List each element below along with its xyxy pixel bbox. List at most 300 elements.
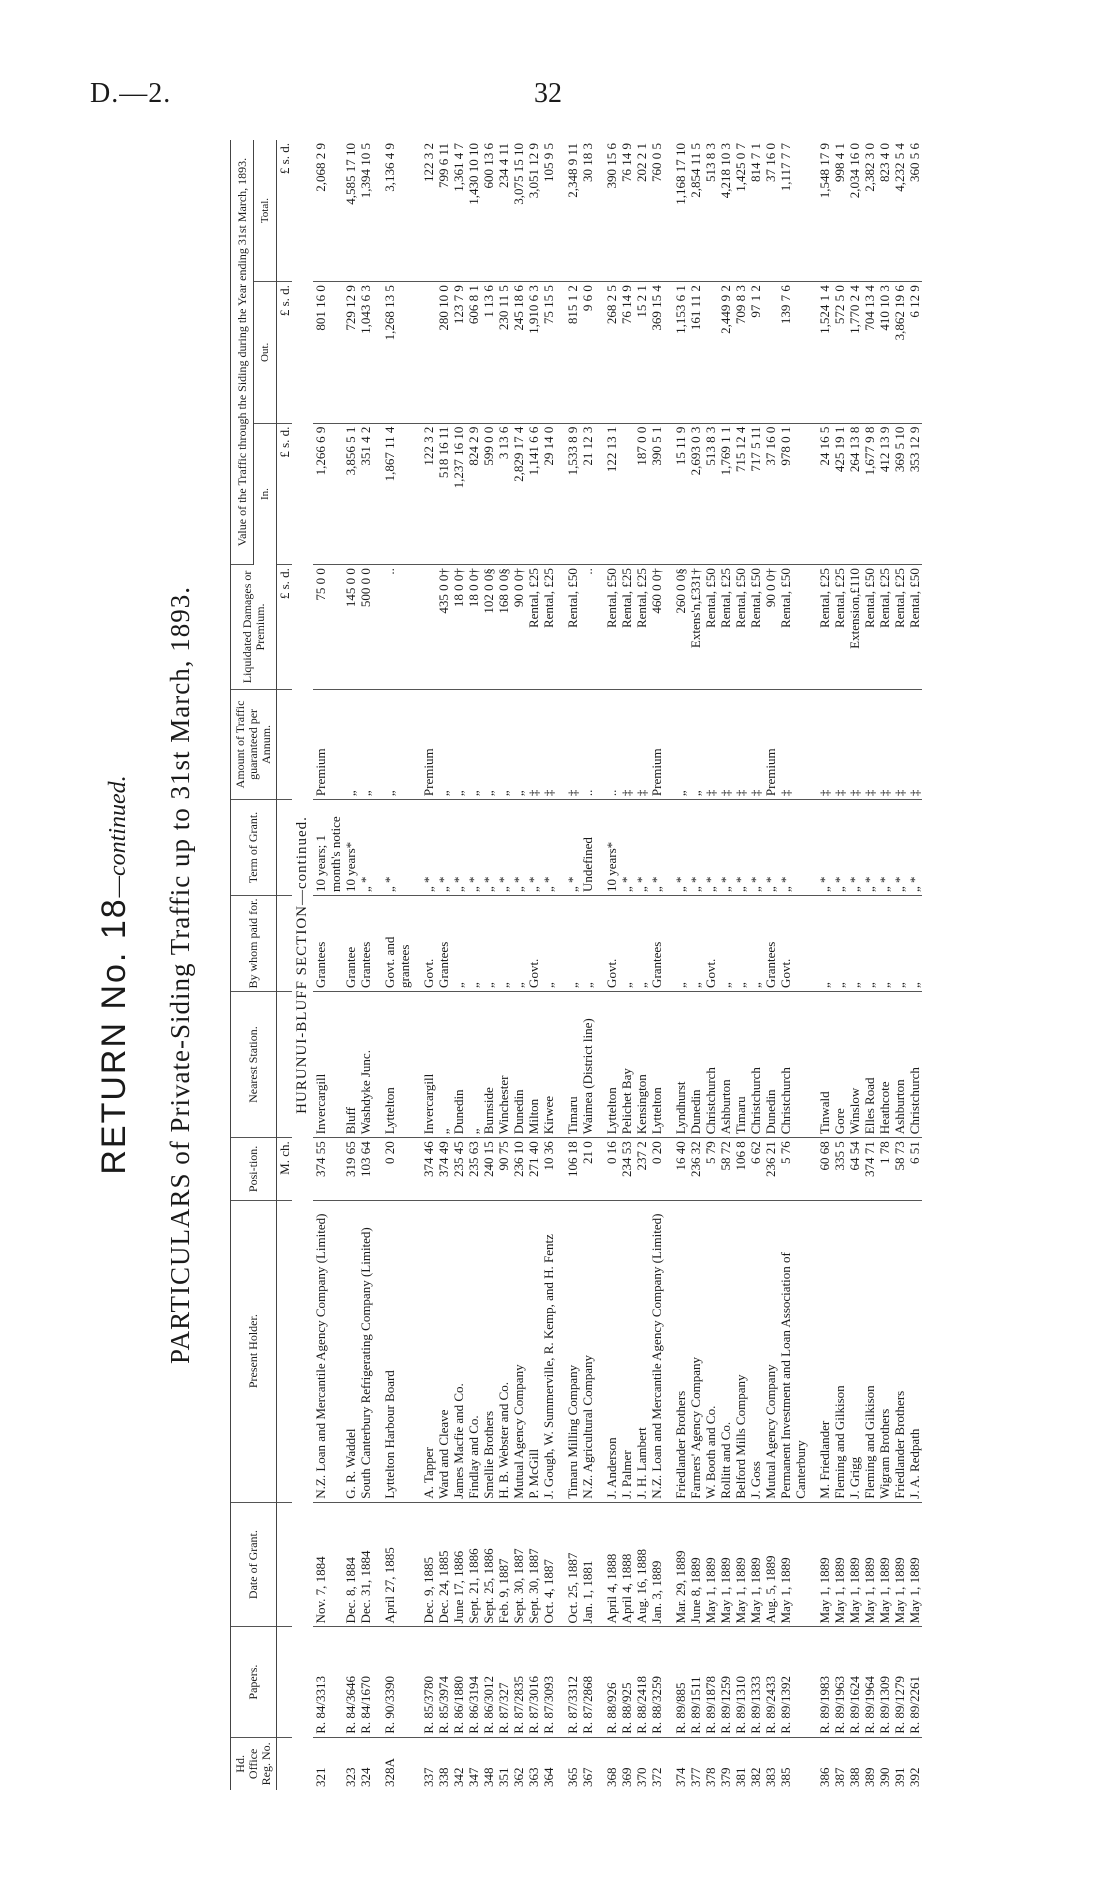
cell-value-out: 704 13 4 (862, 282, 877, 423)
cell-value-in: 264 13 8 (847, 423, 862, 564)
cell-ref: 348 (481, 1767, 496, 1787)
cell-liquidated: 460 0 0† (649, 565, 664, 690)
cell-paper: R. 89/1624 (847, 1627, 862, 1737)
units-out: £ s. d. (277, 282, 293, 423)
cell-paid-by: „ (481, 896, 496, 992)
cell-holder: J. A. Redpath (907, 1200, 922, 1502)
cell-amount: ‡ (748, 689, 763, 799)
cell-ref: 381 (733, 1767, 748, 1787)
cell-paid-by: „ (748, 896, 763, 992)
cell-date: May 1, 1889 (718, 1502, 733, 1627)
cell-value-out: 1 13 6 (481, 282, 496, 423)
cell-value-out: 3,862 19 6 (892, 282, 907, 423)
cell-paid-by: „ (466, 896, 481, 992)
cell-date: Oct. 25, 1887 (565, 1502, 580, 1627)
cell-paper: R. 89/1392 (778, 1627, 808, 1737)
cell-term: „ * (565, 800, 580, 896)
cell-holder: H. B. Webster and Co. (496, 1200, 511, 1502)
cell-date: May 1, 1889 (832, 1502, 847, 1627)
cell-term: „ * (436, 800, 451, 896)
cell-liquidated: Rental, £50 (703, 565, 718, 690)
table-row (649, 140, 664, 1790)
cell-position: 236 10 (511, 1138, 526, 1200)
cell-amount: ‡ (634, 689, 649, 799)
cell-amount: „ (382, 689, 412, 799)
cell-amount: ‡ (718, 689, 733, 799)
cell-station: Kensington (634, 991, 649, 1137)
cell-amount: „ (481, 689, 496, 799)
cell-date: Jan. 3, 1889 (649, 1502, 664, 1627)
col-liquidated: Liquidated Damages or Premium. (231, 565, 277, 690)
cell-paid-by: „ (565, 896, 580, 992)
cell-ref: 324 (358, 1767, 373, 1787)
table-row (343, 140, 358, 1790)
cell-holder: Wigram Brothers (877, 1200, 892, 1502)
cell-date: May 1, 1889 (778, 1502, 808, 1627)
cell-date: Dec. 8, 1884 (343, 1502, 358, 1627)
cell-value-in: 3,856 5 1 (343, 423, 358, 564)
cell-amount: ‡ (565, 689, 580, 799)
cell-value-total: 1,425 0 7 (733, 140, 748, 282)
cell-value-total: 1,548 17 9 (817, 140, 832, 282)
cell-ref: 372 (649, 1767, 664, 1787)
cell-value-out: 1,153 6 1 (673, 282, 688, 423)
table-row (862, 140, 877, 1790)
cell-liquidated: Rental, £25 (718, 565, 733, 690)
cell-amount: ‡ (832, 689, 847, 799)
table-row (832, 140, 847, 1790)
cell-holder: N.Z. Loan and Mercantile Agency Company (Limited) (649, 1200, 664, 1502)
cell-value-out (763, 282, 778, 423)
particulars-subtitle: PARTICULARS of Private-Siding Traffic up to 31st March, 1893. (165, 586, 195, 1364)
cell-value-total: 3,051 12 9 (526, 140, 541, 282)
cell-station: Lyttelton (382, 991, 412, 1137)
cell-value-in (619, 423, 634, 564)
cell-term: „ * (892, 800, 907, 896)
cell-ref: 388 (847, 1767, 862, 1787)
cell-value-total: 3,075 15 10 (511, 140, 526, 282)
cell-station: Lyndhurst (673, 991, 688, 1137)
cell-position: 60 68 (817, 1138, 832, 1200)
cell-station: Washdyke Junc. (358, 991, 373, 1137)
cell-station: Heathcote (877, 991, 892, 1137)
cell-value-out: 801 16 0 (313, 282, 343, 423)
cell-station: Kirwee (541, 991, 556, 1137)
cell-position: 6 51 (907, 1138, 922, 1200)
cell-ref: 347 (466, 1767, 481, 1787)
cell-ref: 328A (382, 1758, 397, 1787)
table-row (778, 140, 808, 1790)
cell-value-total: 513 8 3 (703, 140, 718, 282)
cell-paid-by: „ (817, 896, 832, 992)
cell-paid-by: Grantees (436, 896, 451, 992)
table-row (565, 140, 580, 1790)
cell-paid-by: Govt. (526, 896, 541, 992)
cell-value-out: 161 11 2 (688, 282, 703, 423)
cell-term: „ * (733, 800, 748, 896)
cell-value-total: 2,348 9 11 (565, 140, 580, 282)
table-row (451, 140, 466, 1790)
cell-liquidated: 102 0 0§ (481, 565, 496, 690)
cell-paper: R. 85/3974 (436, 1627, 451, 1737)
cell-station: Dunedin (451, 991, 466, 1137)
cell-liquidated: Extension,£110 (847, 565, 862, 690)
cell-amount: „ (511, 689, 526, 799)
cell-value-total: 4,585 17 10 (343, 140, 358, 282)
cell-liquidated: Rental, £25 (832, 565, 847, 690)
cell-term: „ * (466, 800, 481, 896)
cell-date: Dec. 31, 1884 (358, 1502, 373, 1627)
cell-amount: ‡ (703, 689, 718, 799)
cell-position: 235 45 (451, 1138, 466, 1200)
cell-amount: .. (580, 689, 595, 799)
cell-value-total: 2,034 16 0 (847, 140, 862, 282)
table-body (277, 140, 923, 1790)
cell-value-out: 6 12 9 (907, 282, 922, 423)
cell-holder: Rollitt and Co. (718, 1200, 733, 1502)
cell-ref: 377 (688, 1767, 703, 1787)
cell-term: 10 years; 1 month's notice (313, 800, 343, 896)
cell-paid-by: Govt. and grantees (382, 896, 412, 992)
cell-value-out: 15 2 1 (634, 282, 649, 423)
cell-date: Sept. 30, 1887 (511, 1502, 526, 1627)
cell-date: Nov. 7, 1884 (313, 1502, 343, 1627)
col-papers: Papers. (231, 1627, 277, 1737)
cell-amount: „ (436, 689, 451, 799)
section-heading-row (292, 140, 313, 1790)
cell-ref: 321 (313, 1767, 328, 1787)
cell-value-in: 21 12 3 (580, 423, 595, 564)
cell-amount: Premium (421, 689, 436, 799)
table-row (877, 140, 892, 1790)
cell-paper: R. 87/2835 (511, 1627, 526, 1737)
cell-station: Tinwald (817, 991, 832, 1137)
cell-value-in: 1,867 11 4 (382, 423, 412, 564)
cell-amount: ‡ (619, 689, 634, 799)
cell-value-in: 29 14 0 (541, 423, 556, 564)
cell-station: Christchurch (703, 991, 718, 1137)
cell-date: Dec. 9, 1885 (421, 1502, 436, 1627)
cell-value-total: 105 9 5 (541, 140, 556, 282)
cell-date: Aug. 16, 1888 (634, 1502, 649, 1627)
cell-liquidated: Rental, £25 (892, 565, 907, 690)
table-row (358, 140, 373, 1790)
cell-liquidated: Rental, £25 (619, 565, 634, 690)
cell-paid-by: „ (496, 896, 511, 992)
cell-value-in: 122 13 1 (604, 423, 619, 564)
cell-value-total: 823 4 0 (877, 140, 892, 282)
cell-term: 10 years* (604, 800, 619, 896)
cell-date: May 1, 1889 (703, 1502, 718, 1627)
cell-value-out: 2,449 9 2 (718, 282, 733, 423)
page-section-code: D.—2. (90, 78, 172, 109)
cell-paper: R. 88/2418 (634, 1627, 649, 1737)
cell-holder: J. Goss (748, 1200, 763, 1502)
cell-term: „ * (481, 800, 496, 896)
table-row (703, 140, 718, 1790)
return-title (95, 100, 134, 1850)
cell-liquidated: Rental, £50 (862, 565, 877, 690)
cell-paid-by: „ (619, 896, 634, 992)
cell-term: Undefined (580, 800, 595, 896)
cell-amount: „ (358, 689, 373, 799)
table-row (580, 140, 595, 1790)
cell-paid-by: „ (907, 896, 922, 992)
cell-value-in: 187 0 0 (634, 423, 649, 564)
cell-amount: ‡ (541, 689, 556, 799)
cell-position: 90 75 (496, 1138, 511, 1200)
cell-amount: .. (604, 689, 619, 799)
cell-term: „ * (541, 800, 556, 896)
table-row (466, 140, 481, 1790)
table-row (847, 140, 862, 1790)
cell-holder: P. McGill (526, 1200, 541, 1502)
cell-holder: J. H. Lambert (634, 1200, 649, 1502)
cell-term: „ * (526, 800, 541, 896)
cell-position: 374 49 (436, 1138, 451, 1200)
cell-ref: 378 (703, 1767, 718, 1787)
cell-paper: R. 86/1880 (451, 1627, 466, 1737)
cell-paper: R. 89/1333 (748, 1627, 763, 1737)
cell-value-total: 1,117 7 7 (778, 140, 808, 282)
table-row (718, 140, 733, 1790)
cell-liquidated: Rental, £50 (778, 565, 808, 690)
cell-value-in: 1,769 1 1 (718, 423, 733, 564)
cell-holder: W. Booth and Co. (703, 1200, 718, 1502)
cell-value-in: 1,266 6 9 (313, 423, 343, 564)
cell-value-in: 824 2 9 (466, 423, 481, 564)
cell-date: April 4, 1888 (604, 1502, 619, 1627)
table-row (511, 140, 526, 1790)
cell-term: 10 years* (343, 800, 358, 896)
cell-paid-by: Grantee (343, 896, 358, 992)
cell-date: Feb. 9, 1887 (496, 1502, 511, 1627)
cell-position: 64 54 (847, 1138, 862, 1200)
cell-date: May 1, 1889 (748, 1502, 763, 1627)
cell-position: 10 36 (541, 1138, 556, 1200)
cell-value-in: 412 13 9 (877, 423, 892, 564)
cell-liquidated: Rental, £25 (817, 565, 832, 690)
cell-position: 374 55 (313, 1138, 343, 1200)
col-paid: By whom paid for. (231, 896, 277, 992)
cell-value-total: 234 4 11 (496, 140, 511, 282)
cell-value-out: 75 15 5 (541, 282, 556, 423)
cell-value-total: 37 16 0 (763, 140, 778, 282)
cell-ref: 391 (892, 1767, 907, 1787)
table-header (231, 140, 277, 1790)
col-station: Nearest Station. (231, 991, 277, 1137)
cell-paper: R. 89/1511 (688, 1627, 703, 1737)
private-siding-table (230, 140, 922, 1790)
cell-holder: Smellie Brothers (481, 1200, 496, 1502)
cell-paper: R. 89/1963 (832, 1627, 847, 1737)
cell-value-out (421, 282, 436, 423)
cell-ref: 365 (565, 1767, 580, 1787)
cell-value-in: 1,677 9 8 (862, 423, 877, 564)
cell-position: 58 73 (892, 1138, 907, 1200)
cell-term: „ * (511, 800, 526, 896)
col-term: Term of Grant. (231, 800, 277, 896)
cell-liquidated: Rental, £50 (907, 565, 922, 690)
cell-ref: 362 (511, 1767, 526, 1787)
col-ref: Hd. Office Reg. No. (231, 1737, 277, 1790)
cell-amount: ‡ (733, 689, 748, 799)
cell-station: Lyttelton (649, 991, 664, 1137)
spacer-row (373, 140, 382, 1790)
cell-value-out: 230 11 5 (496, 282, 511, 423)
cell-value-total: 4,218 10 3 (718, 140, 733, 282)
cell-holder: Fleming and Gilkison (862, 1200, 877, 1502)
units-liquidated: £ s. d. (277, 565, 293, 690)
cell-position: 5 79 (703, 1138, 718, 1200)
cell-paid-by: Grantees (649, 896, 664, 992)
cell-date: Dec. 24, 1885 (436, 1502, 451, 1627)
cell-ref: 367 (580, 1767, 595, 1787)
cell-value-total: 390 15 6 (604, 140, 619, 282)
section-heading: HURUNUI-BLUFF SECTION—continued. (294, 816, 310, 1114)
cell-value-in: 2,693 0 3 (688, 423, 703, 564)
cell-position: 106 18 (565, 1138, 580, 1200)
cell-value-in: 3 13 6 (496, 423, 511, 564)
cell-value-out: 815 1 2 (565, 282, 580, 423)
cell-paid-by: Govt. (604, 896, 619, 992)
cell-value-in: 717 5 11 (748, 423, 763, 564)
cell-position: 5 76 (778, 1138, 808, 1200)
spacer-row (808, 140, 817, 1790)
cell-liquidated: 260 0 0§ (673, 565, 688, 690)
cell-date: Sept. 25, 1886 (481, 1502, 496, 1627)
cell-term: „ * (619, 800, 634, 896)
cell-paper: R. 89/2433 (763, 1627, 778, 1737)
cell-holder: Findlay and Co. (466, 1200, 481, 1502)
table-row (907, 140, 922, 1790)
cell-paid-by: „ (580, 896, 595, 992)
cell-value-out: 410 10 3 (877, 282, 892, 423)
cell-station: „ (466, 991, 481, 1137)
cell-position: 1 78 (877, 1138, 892, 1200)
col-amount: Amount of Traffic guaranteed per Annum. (231, 689, 277, 799)
table-row (892, 140, 907, 1790)
cell-liquidated: Extens'n,£331† (688, 565, 703, 690)
cell-value-total: 3,136 4 9 (382, 140, 412, 282)
cell-holder: M. Friedlander (817, 1200, 832, 1502)
cell-paper: R. 89/1964 (862, 1627, 877, 1737)
cell-date: June 8, 1889 (688, 1502, 703, 1627)
cell-value-out: 97 1 2 (748, 282, 763, 423)
cell-value-in: 24 16 5 (817, 423, 832, 564)
cell-position: 0 20 (649, 1138, 664, 1200)
cell-paid-by: Govt. (421, 896, 436, 992)
cell-holder: Belford Mills Company (733, 1200, 748, 1502)
cell-paid-by: „ (688, 896, 703, 992)
cell-value-out: 1,524 1 4 (817, 282, 832, 423)
cell-paper: R. 84/3646 (343, 1627, 358, 1737)
cell-paper: R. 89/2261 (907, 1627, 922, 1737)
table-row (526, 140, 541, 1790)
cell-paper: R. 89/1259 (718, 1627, 733, 1737)
cell-term: „ * (847, 800, 862, 896)
cell-date: Sept. 21, 1886 (466, 1502, 481, 1627)
cell-paid-by: Grantees (763, 896, 778, 992)
cell-value-out: 1,043 6 3 (358, 282, 373, 423)
cell-ref: 368 (604, 1767, 619, 1787)
cell-position: 21 0 (580, 1138, 595, 1200)
cell-paper: R. 87/327 (496, 1627, 511, 1737)
cell-holder: South Canterbury Refrigerating Company (Limited) (358, 1200, 373, 1502)
cell-position: 103 64 (358, 1138, 373, 1200)
table-row (688, 140, 703, 1790)
cell-date: Jan. 1, 1881 (580, 1502, 595, 1627)
cell-position: 374 71 (862, 1138, 877, 1200)
cell-value-out: 245 18 6 (511, 282, 526, 423)
cell-station: Invercargill (421, 991, 436, 1137)
cell-paid-by: „ (892, 896, 907, 992)
cell-station: Burnside (481, 991, 496, 1137)
cell-term: „ * (862, 800, 877, 896)
cell-station: Invercargill (313, 991, 343, 1137)
cell-position: 236 21 (763, 1138, 778, 1200)
cell-holder: J. Gough, W. Summerville, R. Kemp, and H. Fentz (541, 1200, 556, 1502)
cell-amount: Premium (649, 689, 664, 799)
table-row (436, 140, 451, 1790)
cell-value-in: 353 12 9 (907, 423, 922, 564)
cell-paper: R. 86/3012 (481, 1627, 496, 1737)
cell-value-out: 369 15 4 (649, 282, 664, 423)
cell-position: 240 15 (481, 1138, 496, 1200)
cell-ref: 364 (541, 1767, 556, 1787)
cell-value-out: 1,910 6 3 (526, 282, 541, 423)
cell-ref: 374 (673, 1767, 688, 1787)
cell-value-total: 814 7 1 (748, 140, 763, 282)
cell-amount: „ (496, 689, 511, 799)
cell-paid-by: „ (541, 896, 556, 992)
cell-station: Timaru (733, 991, 748, 1137)
cell-paid-by: Grantees (313, 896, 343, 992)
cell-holder: J. Grigg (847, 1200, 862, 1502)
cell-ref: 389 (862, 1767, 877, 1787)
cell-value-in: 122 3 2 (421, 423, 436, 564)
return-title-main: RETURN No. 18 (95, 897, 133, 1175)
table-row (634, 140, 649, 1790)
spacer-row (412, 140, 421, 1790)
cell-value-in: 518 16 11 (436, 423, 451, 564)
cell-amount: ‡ (877, 689, 892, 799)
cell-station: Dunedin (511, 991, 526, 1137)
cell-station: „ (436, 991, 451, 1137)
cell-liquidated: 75 0 0 (313, 565, 343, 690)
cell-amount: ‡ (526, 689, 541, 799)
cell-amount: ‡ (778, 689, 808, 799)
cell-holder: A. Tapper (421, 1200, 436, 1502)
units-total: £ s. d. (277, 140, 293, 282)
cell-station: Dunedin (688, 991, 703, 1137)
cell-term: „ * (649, 800, 664, 896)
cell-ref: 338 (436, 1767, 451, 1787)
cell-station: Winslow (847, 991, 862, 1137)
cell-paper: R. 86/3194 (466, 1627, 481, 1737)
cell-ref: 383 (763, 1767, 778, 1787)
table-row (496, 140, 511, 1790)
cell-value-total: 1,394 10 5 (358, 140, 373, 282)
table-row (763, 140, 778, 1790)
cell-position: 374 46 (421, 1138, 436, 1200)
cell-value-total: 122 3 2 (421, 140, 436, 282)
cell-paid-by: „ (511, 896, 526, 992)
spacer-row (556, 140, 565, 1790)
cell-value-in: 1,141 6 6 (526, 423, 541, 564)
cell-value-in: 2,829 17 4 (511, 423, 526, 564)
cell-position: 319 65 (343, 1138, 358, 1200)
